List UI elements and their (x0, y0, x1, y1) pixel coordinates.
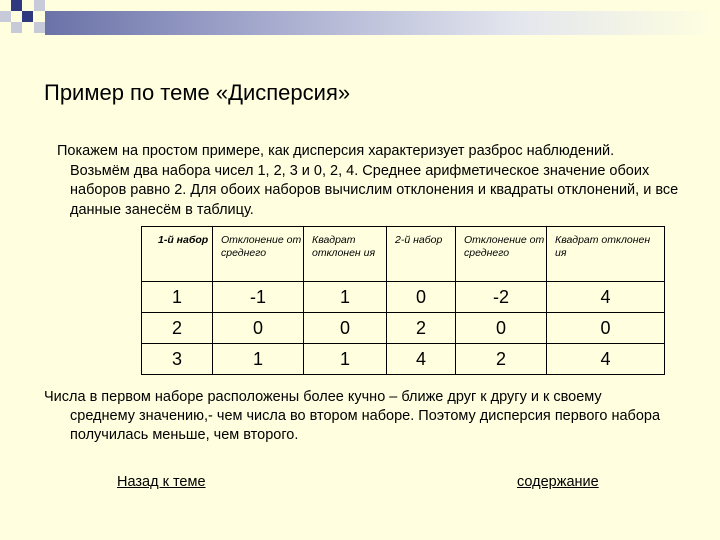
cell: 2 (456, 344, 547, 375)
header-set2: 2-й набор (387, 227, 456, 282)
conclusion-continuation: среднему значению,- чем числа во втором наборе. Поэтому дисперсия первого набора получилась меньше, чем второго. (70, 408, 661, 443)
deco-square (0, 11, 11, 22)
table-row (142, 282, 665, 313)
cell: 0 (456, 313, 547, 344)
deco-square (22, 11, 33, 22)
deco-square (34, 0, 45, 11)
header-dev1: Отклонение от среднего (213, 227, 304, 282)
variance-table (141, 226, 665, 375)
table-row (142, 313, 665, 344)
deco-square (34, 22, 45, 33)
deco-square (11, 0, 22, 11)
deco-square (11, 22, 22, 33)
contents-link[interactable]: содержание (517, 474, 599, 490)
cell: -2 (456, 282, 547, 313)
header-sq2: Квадрат отклонен ия (547, 227, 665, 282)
cell: 4 (547, 344, 665, 375)
cell: -1 (213, 282, 304, 313)
cell: 0 (213, 313, 304, 344)
cell: 2 (142, 313, 213, 344)
cell: 4 (387, 344, 456, 375)
cell: 0 (304, 313, 387, 344)
cell: 1 (142, 282, 213, 313)
page-title: Пример по теме «Дисперсия» (44, 80, 351, 105)
cell: 0 (547, 313, 665, 344)
intro-first-line: Покажем на простом примере, как дисперсия характеризует разброс наблюдений. (57, 143, 615, 159)
conclusion-paragraph (44, 388, 704, 445)
back-to-topic-link[interactable]: Назад к теме (117, 474, 206, 490)
cell: 2 (387, 313, 456, 344)
header-dev2: Отклонение от среднего (456, 227, 547, 282)
table-header-row (142, 227, 665, 282)
cell: 3 (142, 344, 213, 375)
cell: 1 (304, 282, 387, 313)
intro-continuation: Возьмём два набора чисел 1, 2, 3 и 0, 2, 4. Среднее арифметическое значение обоих наборов равно 2. Для обоих наборов вычислим отклонения и квадраты отклонений, и все данные занесём в таблицу. (70, 162, 679, 218)
cell: 0 (387, 282, 456, 313)
conclusion-first-line: Числа в первом наборе расположены более кучно – ближе друг к другу и к своему (44, 389, 602, 405)
header-set1: 1-й набор (142, 227, 213, 282)
table-row (142, 344, 665, 375)
header-gradient-bar (45, 11, 720, 35)
cell: 1 (213, 344, 304, 375)
header-sq1: Квадрат отклонен ия (304, 227, 387, 282)
cell: 4 (547, 282, 665, 313)
intro-paragraph (57, 142, 697, 220)
cell: 1 (304, 344, 387, 375)
